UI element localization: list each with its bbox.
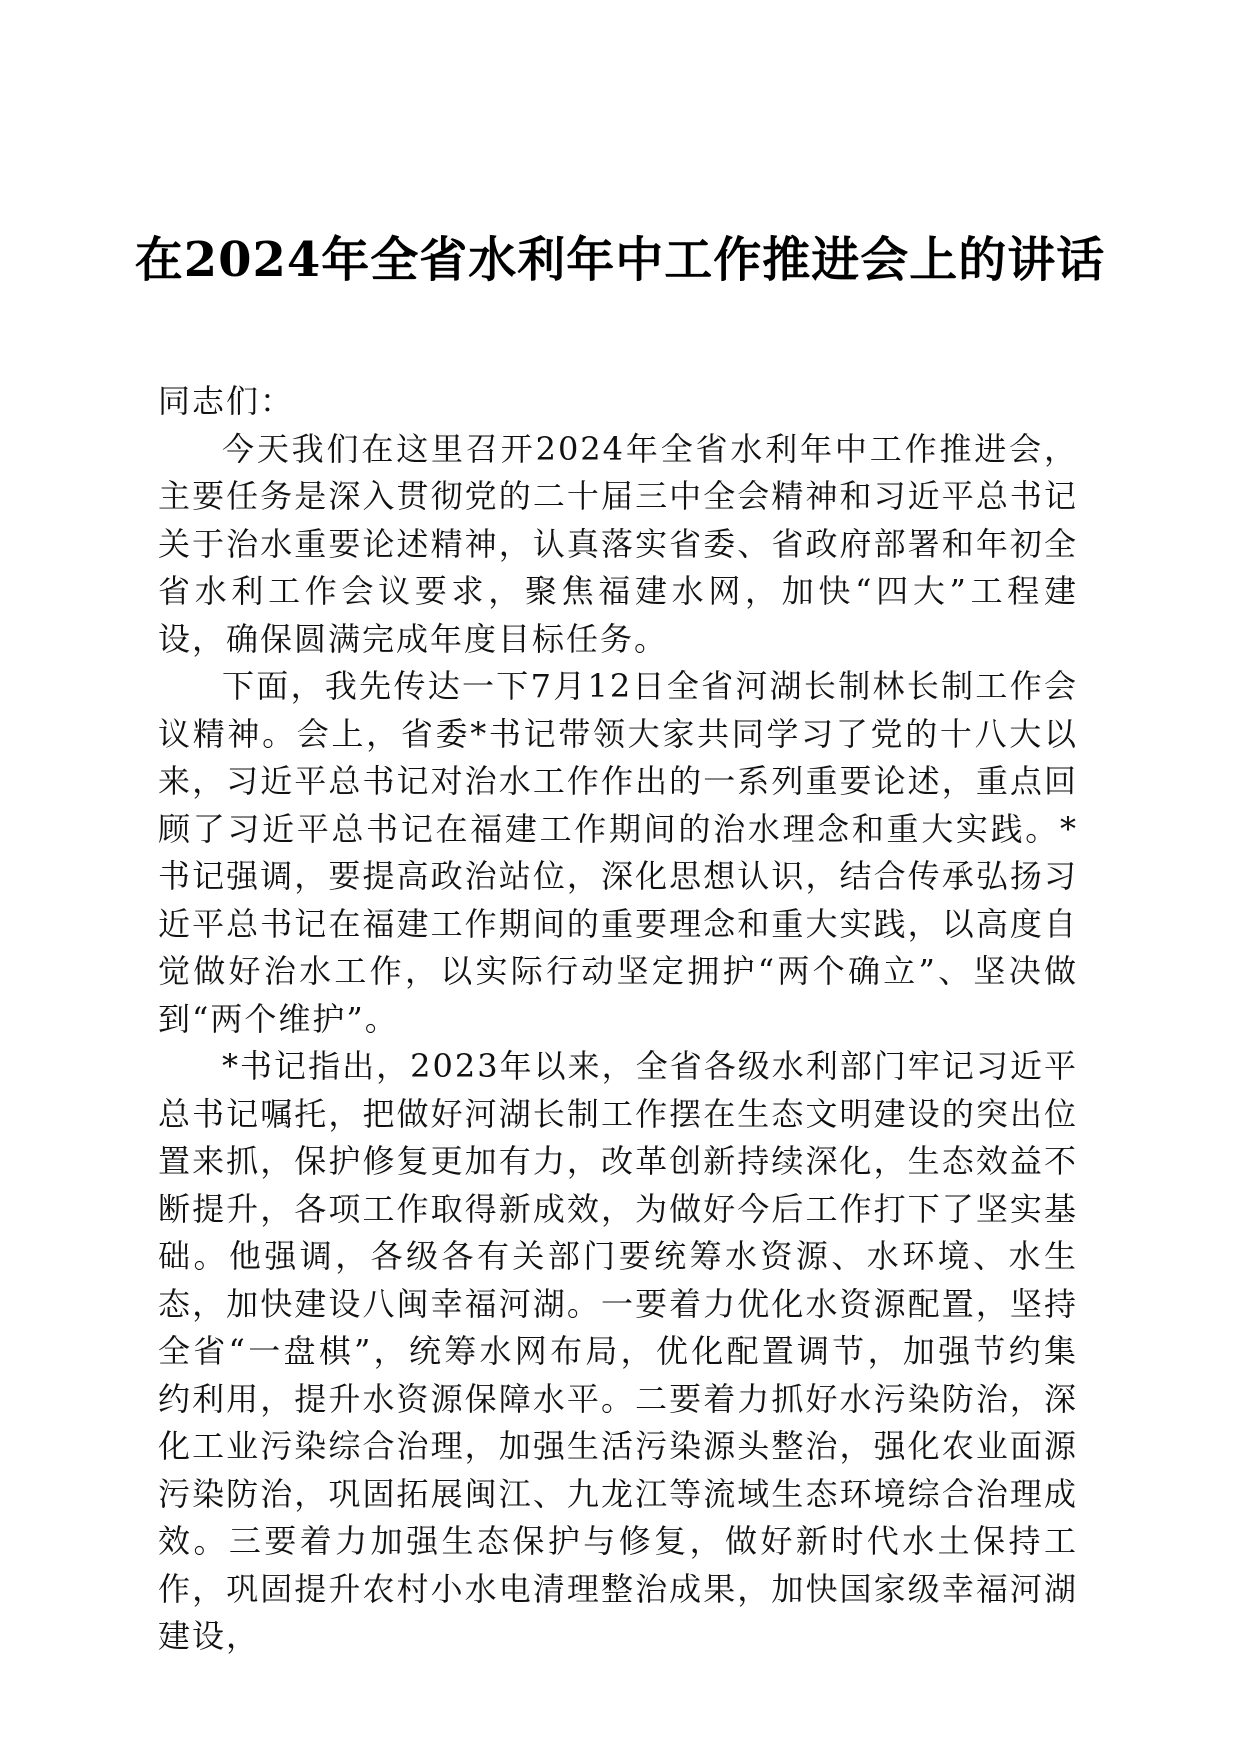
paragraph-secretary-remarks: *书记指出，2023年以来，全省各级水利部门牢记习近平总书记嘱托，把做好河湖长制工作摆在生态文明建设的突出位置来抓，保护修复更加有力，改革创新持续深化，生态效益不断提升，各项工作取得新成效，为做好今后工作打下了坚实基础。他强调，各级各有关部门要统筹水资源、水环境、水生态，加快建设八闽幸福河湖。一要着力优化水资源配置，坚持全省“一盘棋”，统筹水网布局，优化配置调节，加强节约集约利用，提升水资源保障水平。二要着力抓好水污染防治，深化工业污染综合治理，加强生活污染源头整治，强化农业面源污染防治，巩固拓展闽江、九龙江等流域生态环境综合治理成效。三要着力加强生态保护与修复，做好新时代水土保持工作，巩固提升农村小水电清理整治成果，加快国家级幸福河湖建设， [158, 1047, 1078, 1655]
paragraph-opening: 今天我们在这里召开2024年全省水利年中工作推进会，主要任务是深入贯彻党的二十届三中全会精神和习近平总书记关于治水重要论述精神，认真落实省委、省政府部署和年初全省水利工作会议要求，聚焦福建水网，加快“四大”工程建设，确保圆满完成年度目标任务。 [158, 429, 1078, 658]
salutation: 同志们： [158, 382, 295, 420]
paragraph-meeting-spirit: 下面，我先传达一下7月12日全省河湖长制林长制工作会议精神。会上，省委*书记带领大家共同学习了党的十八大以来，习近平总书记对治水工作作出的一系列重要论述，重点回顾了习近平总书记在福建工作期间的治水理念和重大实践。*书记强调，要提高政治站位，深化思想认识，结合传承弘扬习近平总书记在福建工作期间的重要理念和重大实践，以高度自觉做好治水工作，以实际行动坚定拥护“两个确立”、坚决做到“两个维护”。 [158, 667, 1078, 1038]
document-title: 在2024年全省水利年中工作推进会上的讲话 [134, 232, 1106, 288]
document-body [158, 378, 1078, 1661]
